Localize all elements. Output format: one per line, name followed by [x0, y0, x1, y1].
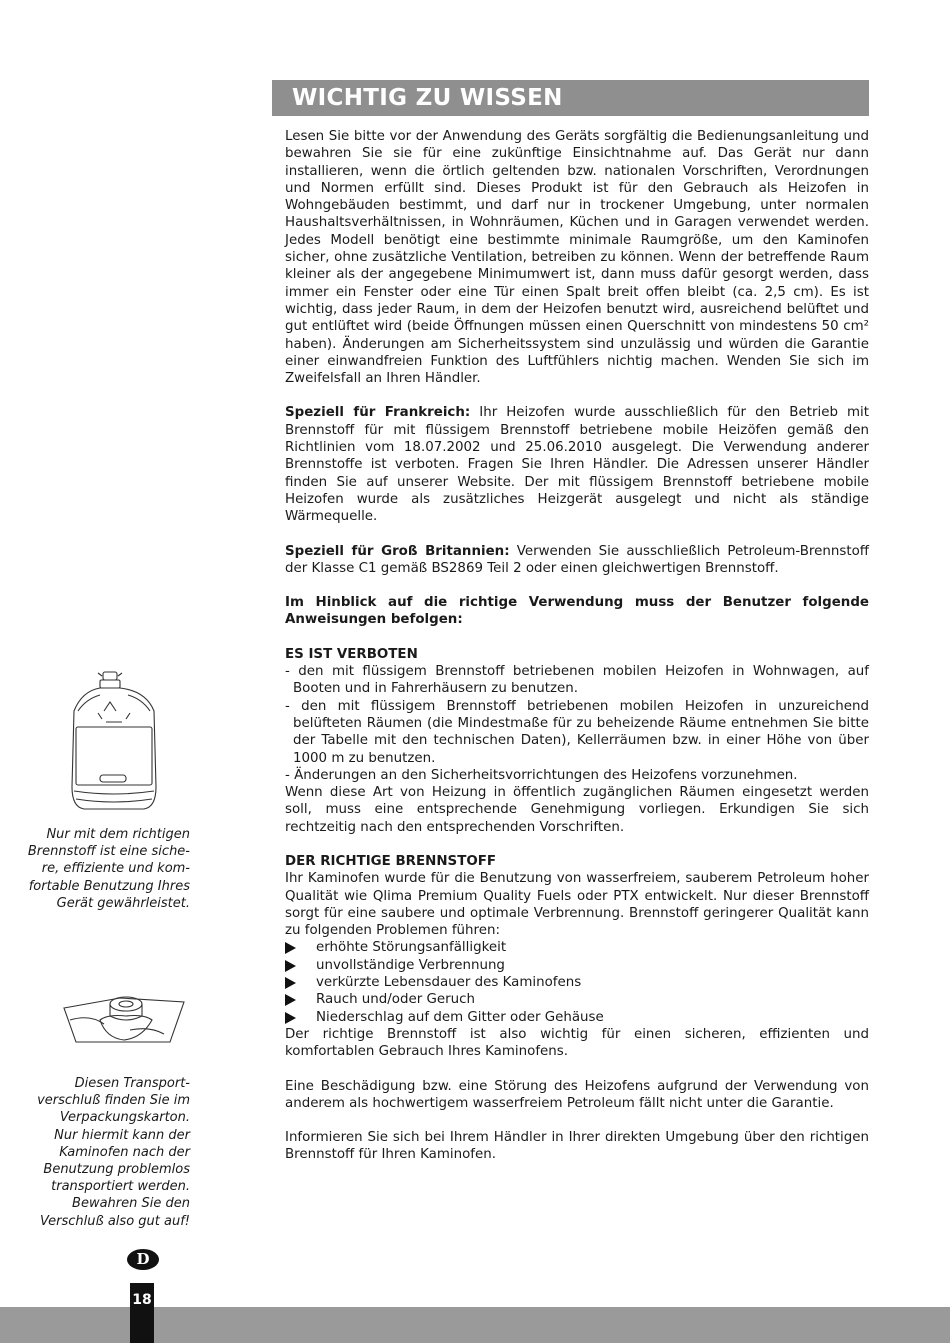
- caption-transport-cap: Diesen Transport- verschluß finden Sie im Verpackungskarton. Nur hiermit kann der Kaminofen nach der Benutzung problemlos transportiert werden. Bewahren Sie den Verschluß also gut auf!: [37, 1076, 190, 1229]
- arrow-bullet-icon: [285, 994, 296, 1006]
- intro-paragraph: Lesen Sie bitte vor der Anwendung des Geräts sorgfältig die Bedienungsanleitung und bewahren Sie sie für eine zukünftige Einsichtnahme auf. Das Gerät nur dann installieren, wenn die örtlich geltenden bzw. nationalen Vorschriften, Verordnungen und Normen erfüllt sind. Dieses Produkt ist für den Gebrauch als Heizofen in Wohngebäuden bestimmt, und darf nur in trockener Umgebung, unter normalen Haushaltsverhältnissen, in Wohnräumen, Küchen und in Garagen verwendet werden. Jedes Modell benötigt eine bestimmte minimale Raumgröße, um den Kaminofen sicher, ohne zusätzliche Ventilation, betreiben zu können. Wenn der betreffende Raum kleiner als der angegebene Minimumwert ist, dann muss dafür gesorgt werden, dass immer ein Fenster oder eine Tür einen Spalt breit offen bleibt (ca. 2,5 cm). Es ist wichtig, dass jeder Raum, in dem der Heizofen benutzt wird, ausreichend belüftet und gut entlüftet wird (beide Öffnungen müssen einen Querschnitt von mindestens 50 cm² haben). Änderungen am Sicherheitssystem sind unzulässig und würden die Garantie einer einwandfreien Funktion des Luftfühlers nichtig machen. Wenden Sie sich im Zweifelsfall an Ihren Händler.: [285, 129, 869, 387]
- arrow-bullet-icon: [285, 1012, 296, 1024]
- uk-paragraph: [285, 543, 869, 578]
- warranty-paragraph: Eine Beschädigung bzw. eine Störung des Heizofens aufgrund der Verwendung von anderem als hochwertigem wasserfreiem Petroleum fällt nicht unter die Garantie.: [285, 1078, 869, 1111]
- uk-label: Speziell für Groß Britannien:: [285, 543, 510, 559]
- forbidden-heading: ES IST VERBOTEN: [285, 646, 418, 662]
- main-content: [285, 128, 869, 1164]
- instructions-intro: Im Hinblick auf die richtige Verwendung muss der Benutzer folgende Anweisungen befolgen:: [285, 595, 869, 628]
- page-number: 18: [130, 1283, 154, 1343]
- arrow-bullet-icon: [285, 977, 296, 989]
- list-item: Niederschlag auf dem Gitter oder Gehäuse: [285, 1009, 869, 1026]
- fuel-heading: DER RICHTIGE BRENNSTOFF: [285, 853, 497, 869]
- language-badge: D: [127, 1249, 159, 1270]
- list-item: Rauch und/oder Geruch: [285, 991, 869, 1008]
- problem-list: [285, 939, 869, 1025]
- fuel-intro: Ihr Kaminofen wurde für die Benutzung von wasserfreiem, sauberem Petroleum hoher Qualität wie Qlima Premium Quality Fuels oder PTX entwickelt. Nur dieser Brennstoff sorgt für eine saubere und optimale Verbrennung. Brennstoff geringerer Qualität kann zu folgenden Problemen führen:: [285, 871, 869, 939]
- list-item: verkürzte Lebensdauer des Kaminofens: [285, 974, 869, 991]
- list-item: - den mit flüssigem Brennstoff betriebenen mobilen Heizofen in unzureichend belüfteten Räumen (die Mindestmaße für zu beheizende Räume entnehmen Sie bitte der Tabelle mit den technischen Daten), Kellerräumen bzw. in einer Höhe von über 1000 m zu benutzen.: [285, 698, 869, 766]
- fuel-canister-icon: [66, 667, 162, 817]
- arrow-bullet-icon: [285, 942, 296, 954]
- forbidden-list: [285, 663, 869, 784]
- fuel-outro: Der richtige Brennstoff ist also wichtig für einen sicheren, effizienten und komfortablen Gebrauch Ihres Kaminofens.: [285, 1026, 869, 1060]
- caption-fuel: Nur mit dem richtigen Brennstoff ist eine siche- re, effiziente und kom- fortable Benutzung Ihres Gerät gewährleistet.: [27, 827, 190, 911]
- france-text: Ihr Heizofen wurde ausschließlich für den Betrieb mit Brennstoff für mit flüssigem Brennstoff betriebene mobile Heizöfen gemäß den Richtlinien vom 18.07.2002 und 25.06.2010 ausgelegt. Die Verwendung anderer Brennstoffe ist verboten. Fragen Sie Ihren Händler. Die Adressen unserer Händler finden Sie auf unserer Website. Der mit flüssigem Brennstoff betriebene mobile Heizofen wurde als zusätzliches Heizgerät ausgelegt und nicht als ständige Wärmequelle.: [285, 405, 869, 525]
- dealer-paragraph: Informieren Sie sich bei Ihrem Händler in Ihrer direkten Umgebung über den richtigen Brennstoff für Ihren Kaminofen.: [285, 1130, 869, 1163]
- list-item: erhöhte Störungsanfälligkeit: [285, 939, 869, 956]
- france-label: Speziell für Frankreich:: [285, 405, 471, 421]
- uk-text: Verwenden Sie ausschließlich Petroleum-Brennstoff der Klasse C1 gemäß BS2869 Teil 2 oder einen gleichwertigen Brennstoff.: [285, 543, 869, 576]
- list-item: - den mit flüssigem Brennstoff betriebenen mobilen Heizofen in Wohnwagen, auf Booten und in Fahrerhäusern zu benutzen.: [285, 664, 869, 697]
- transport-cap-icon: [60, 990, 190, 1048]
- arrow-bullet-icon: [285, 960, 296, 972]
- list-item: unvollständige Verbrennung: [285, 957, 869, 974]
- forbidden-note: Wenn diese Art von Heizung in öffentlich zugänglichen Räumen eingesetzt werden soll, muss eine entsprechende Genehmigung vorliegen. Erkundigen Sie sich rechtzeitig nach den entsprechenden Vorschriften.: [285, 785, 869, 835]
- france-paragraph: [285, 404, 869, 525]
- list-item: - Änderungen an den Sicherheitsvorrichtungen des Heizofens vorzunehmen.: [285, 767, 798, 783]
- section-title: WICHTIG ZU WISSEN: [272, 80, 869, 116]
